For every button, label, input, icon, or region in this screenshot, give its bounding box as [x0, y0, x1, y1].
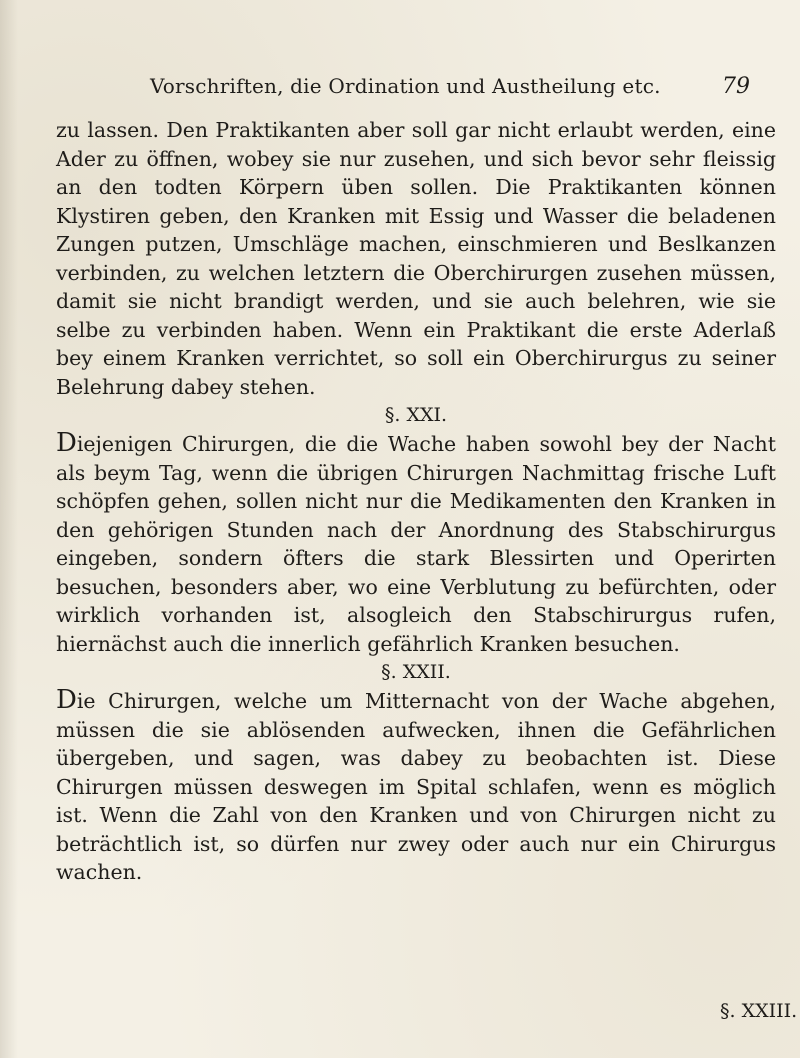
running-head: Vorschriften, die Ordination und Austheilung etc.: [150, 74, 661, 98]
body-text: [56, 116, 776, 887]
section-heading-xxii: §. XXII.: [381, 661, 451, 683]
catchword: §. XXIII.: [720, 1000, 798, 1022]
paragraph-section-xxii: Die Chirurgen, welche um Mitternacht von der Wache abgehen, müssen die sie ablösenden aufwecken, ihnen die Gefährlichen übergeben, und sagen, was dabey zu beobachten ist. Diese Chirurgen müssen deswegen im Spital schlafen, wenn es möglich ist. Wenn die Zahl von den Kranken und von Chirurgen nicht zu beträchtlich ist, so dürfen nur zwey oder auch nur ein Chirurgus wachen.: [56, 685, 776, 884]
page-header: [150, 74, 750, 110]
paragraph-section-xxi: Diejenigen Chirurgen, die die Wache haben sowohl bey der Nacht als beym Tag, wenn die übrigen Chirurgen Nachmittag frische Luft schöpfen gehen, sollen nicht nur die Medikamenten den Kranken in den gehörigen Stunden nach der Anordnung des Stabschirurgus eingeben, sondern öfters die stark Blessirten und Operirten besuchen, besonders aber, wo eine Verblutung zu befürchten, oder wirklich vorhanden ist, alsogleich den Stabschirurgus rufen, hiernächst auch die innerlich gefährlich Kranken besuchen.: [56, 428, 776, 656]
page-number: 79: [722, 74, 750, 99]
page-gutter-shadow: [0, 0, 18, 1058]
paragraph-continuation: zu lassen. Den Praktikanten aber soll gar nicht erlaubt werden, eine Ader zu öffnen, wobey sie nur zusehen, und sich bevor sehr fleissig an den todten Körpern üben sollen. Die Praktikanten können Klystiren geben, den Kranken mit Essig und Wasser die beladenen Zungen putzen, Umschläge machen, einschmieren und Beslkanzen verbinden, zu welchen letztern die Oberchirurgen zusehen müssen, damit sie nicht brandigt werden, und sie auch belehren, wie sie selbe zu verbinden haben. Wenn ein Praktikant die erste Aderlaß bey einem Kranken verrichtet, so soll ein Oberchirurgus zu seiner Belehrung dabey stehen.: [56, 118, 776, 399]
section-heading-xxi: §. XXI.: [384, 404, 448, 426]
